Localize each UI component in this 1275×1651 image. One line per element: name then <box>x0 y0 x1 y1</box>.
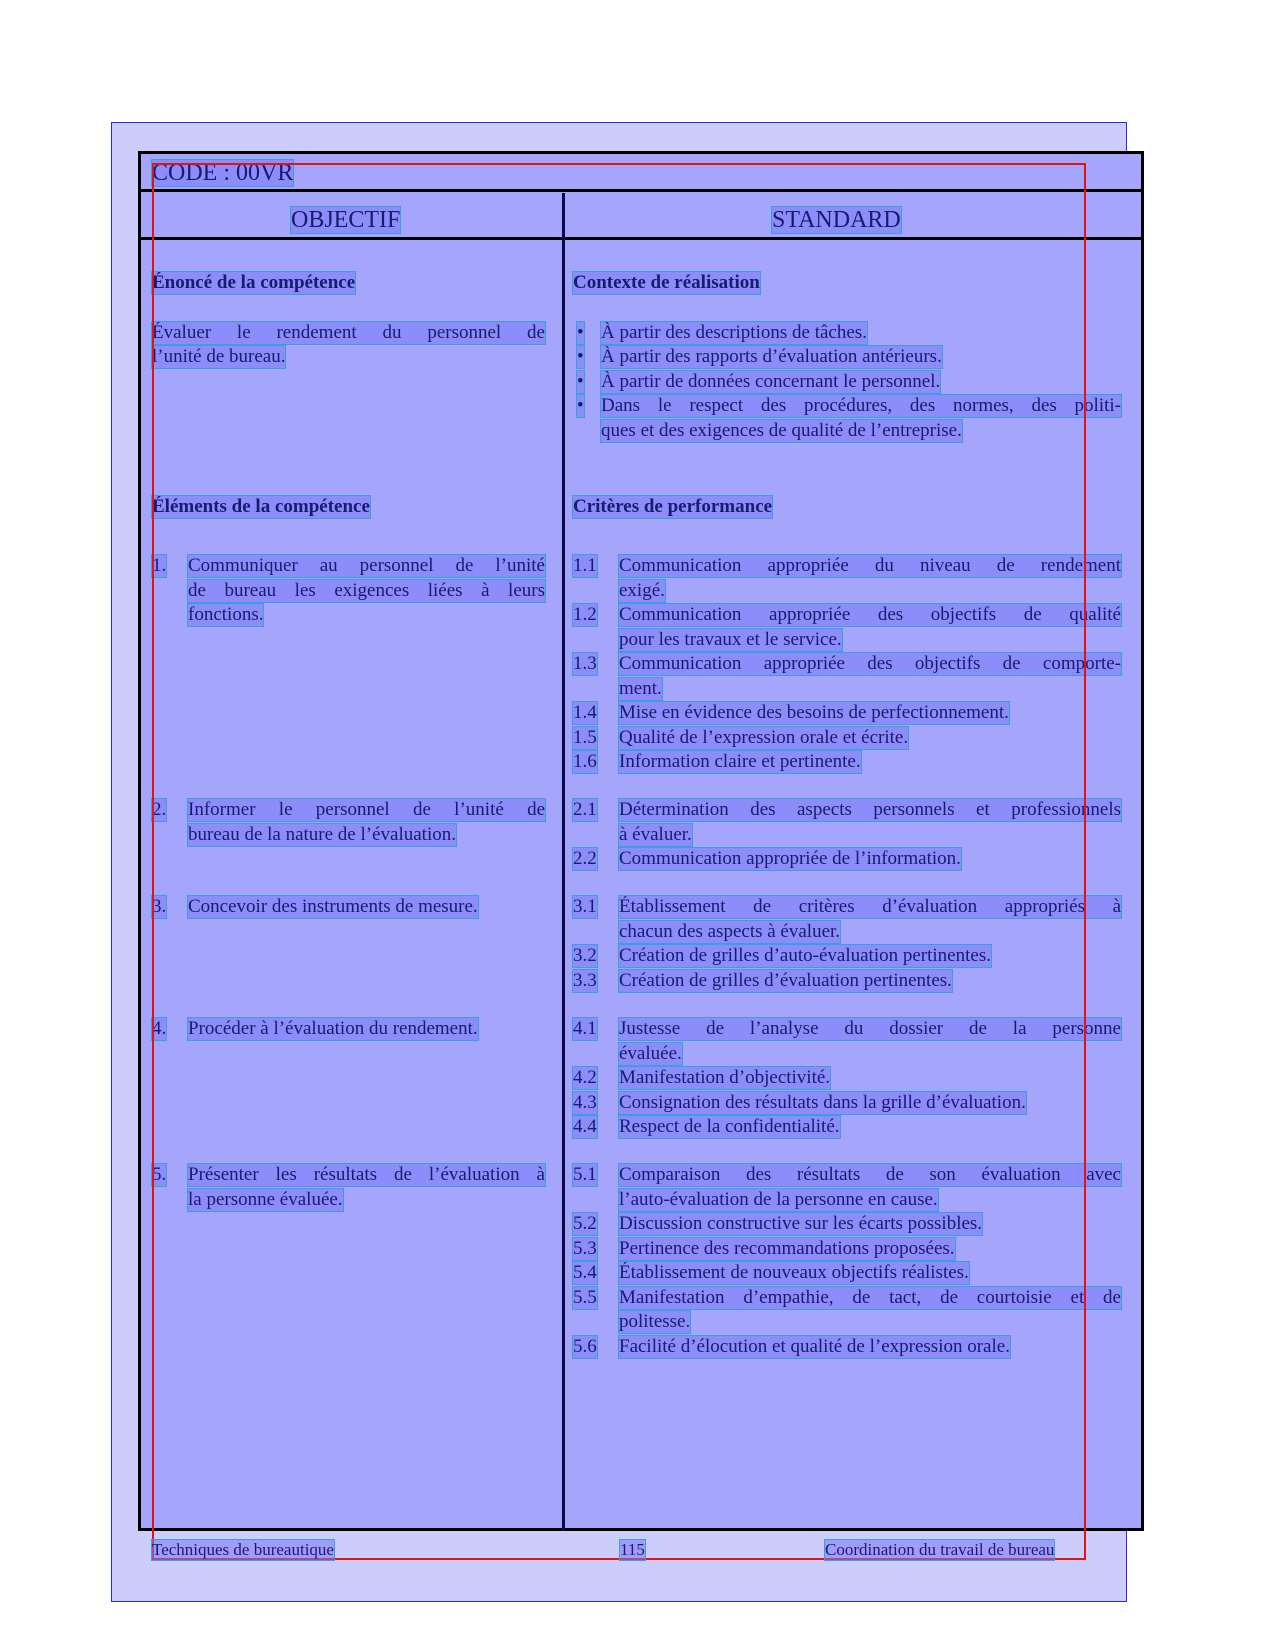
critere-number: 4.4 <box>573 1116 597 1137</box>
critere-text-line: Communication appropriée des objectifs de comporte- <box>619 653 1121 674</box>
critere-number: 1.6 <box>573 751 597 772</box>
critere-text-line: ment. <box>619 677 662 699</box>
critere-text-line: Communication appropriée des objectifs de qualité <box>619 604 1121 625</box>
element-text-line: Procéder à l’évaluation du rendement. <box>188 1018 478 1039</box>
contexte-bullet: • <box>577 371 584 392</box>
critere-text-line: Justesse de l’analyse du dossier de la personne <box>619 1018 1121 1039</box>
criteres-title: Critères de performance <box>573 496 773 517</box>
code-label: CODE : 00VR <box>152 160 294 186</box>
critere-text-line: Communication appropriée de l’information. <box>619 848 961 869</box>
critere-text-line: politesse. <box>619 1311 691 1332</box>
contexte-text-line: ques et des exigences de qualité de l’entreprise. <box>601 419 962 441</box>
critere-number: 5.3 <box>573 1237 597 1259</box>
critere-number: 5.2 <box>573 1213 597 1234</box>
critere-text-line: l’auto-évaluation de la personne en cause. <box>619 1188 938 1210</box>
element-number: 2. <box>152 799 167 820</box>
critere-text-line: Comparaison des résultats de son évaluation avec <box>619 1164 1121 1185</box>
critere-text-line: Respect de la confidentialité. <box>619 1116 840 1137</box>
critere-text-line: Création de grilles d’auto-évaluation pertinentes. <box>619 945 991 966</box>
critere-number: 1.5 <box>573 726 597 748</box>
divider-headers <box>138 237 1144 240</box>
critere-text-line: à évaluer. <box>619 823 692 845</box>
critere-number: 4.2 <box>573 1067 597 1088</box>
critere-number: 1.4 <box>573 702 597 723</box>
critere-text-line: Consignation des résultats dans la grille d’évaluation. <box>619 1091 1026 1113</box>
critere-number: 4.1 <box>573 1018 597 1039</box>
header-objectif: OBJECTIF <box>291 207 401 233</box>
critere-text-line: exigé. <box>619 579 665 601</box>
element-number: 5. <box>152 1164 167 1185</box>
column-divider <box>562 193 565 1531</box>
contexte-title: Contexte de réalisation <box>573 272 760 293</box>
critere-text-line: Communication appropriée du niveau de rendement <box>619 555 1121 576</box>
critere-number: 1.3 <box>573 653 597 674</box>
critere-number: 5.1 <box>573 1164 597 1185</box>
element-text-line: Communiquer au personnel de l’unité <box>188 555 545 576</box>
critere-number: 3.1 <box>573 896 597 917</box>
footer-left: Techniques de bureautique <box>152 1540 334 1559</box>
critere-text-line: Qualité de l’expression orale et écrite. <box>619 726 909 748</box>
critere-number: 2.1 <box>573 799 597 820</box>
element-text-line: fonctions. <box>188 604 264 625</box>
contexte-bullet: • <box>577 395 584 416</box>
critere-text-line: Création de grilles d’évaluation pertinentes. <box>619 969 952 991</box>
critere-number: 2.2 <box>573 848 597 869</box>
element-number: 3. <box>152 896 167 917</box>
contexte-text-line: À partir des descriptions de tâches. <box>601 322 867 343</box>
critere-text-line: pour les travaux et le service. <box>619 628 842 650</box>
divider-code <box>138 189 1144 192</box>
critere-text-line: Pertinence des recommandations proposées. <box>619 1237 955 1259</box>
critere-text-line: évaluée. <box>619 1042 682 1064</box>
critere-text-line: Manifestation d’empathie, de tact, de courtoisie et de <box>619 1286 1121 1308</box>
enonce-line: l’unité de bureau. <box>152 346 286 367</box>
enonce-line: Évaluer le rendement du personnel de <box>152 322 545 343</box>
critere-number: 5.4 <box>573 1262 597 1283</box>
critere-number: 5.5 <box>573 1286 597 1308</box>
element-number: 4. <box>152 1018 167 1039</box>
element-text-line: la personne évaluée. <box>188 1188 343 1210</box>
contexte-text-line: Dans le respect des procédures, des normes, des politi- <box>601 395 1121 416</box>
element-number: 1. <box>152 555 167 576</box>
critere-number: 3.2 <box>573 945 597 966</box>
critere-number: 4.3 <box>573 1091 597 1113</box>
element-text-line: bureau de la nature de l’évaluation. <box>188 823 456 845</box>
critere-text-line: Information claire et pertinente. <box>619 751 861 772</box>
critere-number: 1.2 <box>573 604 597 625</box>
elements-title: Éléments de la compétence <box>152 496 370 517</box>
contexte-bullet: • <box>577 346 584 367</box>
critere-number: 5.6 <box>573 1335 597 1357</box>
enonce-title: Énoncé de la compétence <box>152 272 356 293</box>
element-text-line: Présenter les résultats de l’évaluation à <box>188 1164 545 1185</box>
critere-text-line: Détermination des aspects personnels et professionnels <box>619 799 1121 820</box>
header-standard: STANDARD <box>772 207 901 233</box>
critere-number: 3.3 <box>573 969 597 991</box>
critere-text-line: Mise en évidence des besoins de perfectionnement. <box>619 702 1009 723</box>
element-text-line: de bureau les exigences liées à leurs <box>188 579 545 601</box>
critere-number: 1.1 <box>573 555 597 576</box>
critere-text-line: Discussion constructive sur les écarts possibles. <box>619 1213 983 1234</box>
footer-right: Coordination du travail de bureau <box>825 1540 1055 1559</box>
critere-text-line: Manifestation d’objectivité. <box>619 1067 831 1088</box>
critere-text-line: chacun des aspects à évaluer. <box>619 920 841 942</box>
critere-text-line: Établissement de nouveaux objectifs réalistes. <box>619 1262 969 1283</box>
critere-text-line: Facilité d’élocution et qualité de l’expression orale. <box>619 1335 1010 1357</box>
element-text-line: Concevoir des instruments de mesure. <box>188 896 478 917</box>
critere-text-line: Établissement de critères d’évaluation appropriés à <box>619 896 1121 917</box>
element-text-line: Informer le personnel de l’unité de <box>188 799 545 820</box>
contexte-bullet: • <box>577 322 584 343</box>
contexte-text-line: À partir des rapports d’évaluation antérieurs. <box>601 346 942 367</box>
contexte-text-line: À partir de données concernant le personnel. <box>601 371 941 392</box>
footer-page-number: 115 <box>620 1540 645 1559</box>
